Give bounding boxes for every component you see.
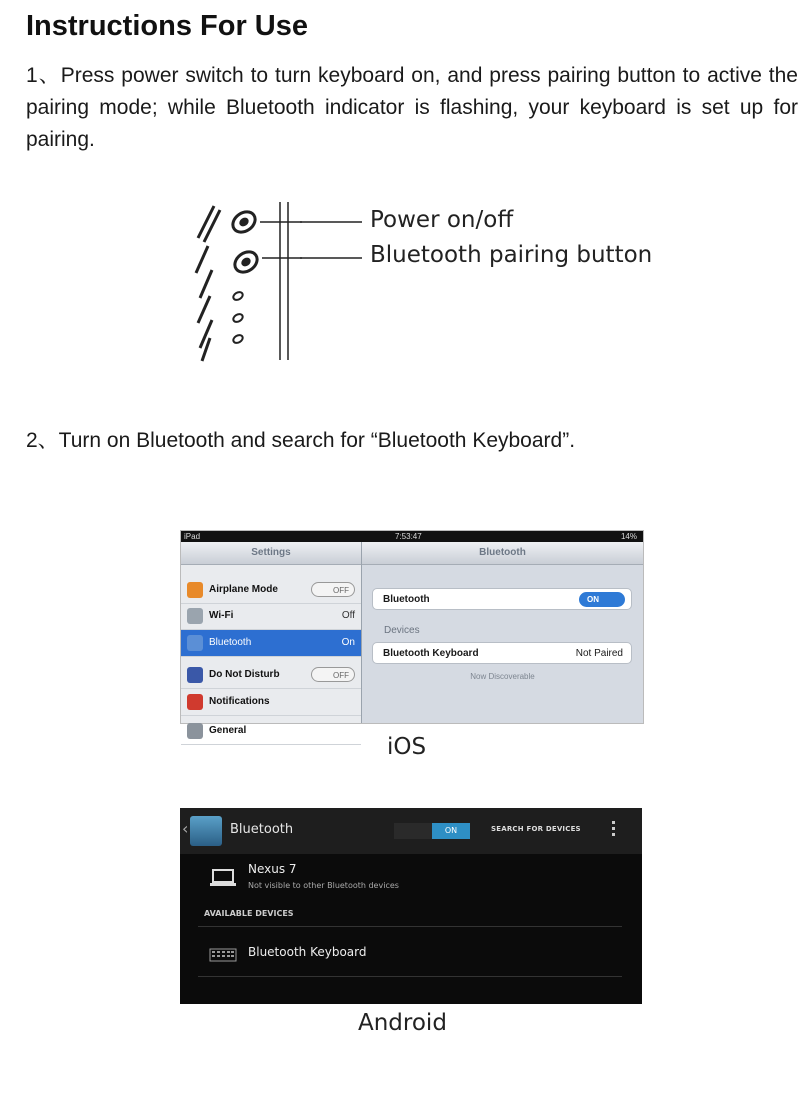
bluetooth-row: Bluetooth ON: [372, 588, 632, 610]
devices-header: Devices: [384, 625, 420, 636]
device-item-bluetooth-keyboard[interactable]: Bluetooth Keyboard: [248, 945, 367, 959]
device-row-bluetooth-keyboard[interactable]: Bluetooth Keyboard Not Paired: [372, 642, 632, 664]
back-icon[interactable]: ‹: [182, 819, 189, 838]
airplane-toggle[interactable]: OFF: [311, 582, 355, 597]
dnd-toggle[interactable]: OFF: [311, 667, 355, 682]
step-2-text: 2、Turn on Bluetooth and search for “Bluetooth Keyboard”.: [26, 429, 576, 452]
laptop-icon: [210, 868, 236, 888]
battery-level: 14%: [620, 532, 637, 541]
sidebar-item-general[interactable]: General: [181, 718, 361, 745]
settings-app-icon: [190, 816, 222, 846]
sidebar-item-airplane-mode[interactable]: Airplane Mode OFF: [181, 577, 361, 604]
bluetooth-icon: [187, 635, 203, 651]
status-bar: [181, 531, 643, 542]
status-time: 7:53:47: [395, 532, 422, 541]
pairing-label: Bluetooth pairing button: [370, 242, 653, 268]
sidebar-item-wifi[interactable]: Wi-Fi Off: [181, 603, 361, 630]
keyboard-icon: [210, 948, 236, 962]
airplane-icon: [187, 582, 203, 598]
search-for-devices-button[interactable]: SEARCH FOR DEVICES: [491, 825, 581, 833]
ios-caption: iOS: [387, 734, 427, 760]
bluetooth-toggle[interactable]: ON: [579, 592, 625, 607]
page-title: Instructions For Use: [26, 10, 308, 42]
bluetooth-panel: [362, 542, 643, 723]
notifications-icon: [187, 694, 203, 710]
android-screenshot: [180, 808, 642, 1004]
pairing-status: Not Paired: [575, 648, 623, 659]
action-bar: [180, 808, 642, 854]
ios-screenshot: [180, 530, 644, 736]
discoverable-note: Now Discoverable: [470, 672, 535, 681]
settings-sidebar: [181, 542, 362, 736]
overflow-menu-icon[interactable]: [612, 821, 616, 841]
step-1-text: 1、Press power switch to turn keyboard on, and press pairing button to active the pairing mode; while Bluetooth indicator is flashing, your keyboard is set up for pairing.: [26, 64, 798, 151]
power-label: Power on/off: [370, 207, 514, 233]
own-device-name: Nexus 7: [248, 862, 297, 876]
power-switch-icon: [229, 208, 259, 237]
pairing-button-icon: [231, 248, 261, 277]
sidebar-item-do-not-disturb[interactable]: Do Not Disturb OFF: [181, 662, 361, 689]
indicator-leds-icon: [232, 290, 244, 344]
divider: [198, 976, 622, 977]
divider: [198, 926, 622, 927]
sidebar-item-bluetooth[interactable]: Bluetooth On: [181, 630, 361, 657]
action-bar-title: Bluetooth: [230, 822, 294, 837]
bluetooth-toggle[interactable]: ON: [394, 823, 470, 839]
settings-title: Settings: [181, 542, 361, 565]
device-name: iPad: [184, 532, 201, 541]
bluetooth-title: Bluetooth: [362, 542, 643, 565]
android-caption: Android: [358, 1010, 447, 1036]
keyboard-side-diagram: [192, 198, 302, 363]
moon-icon: [187, 667, 203, 683]
callout-lines: [300, 218, 370, 264]
gear-icon: [187, 723, 203, 739]
sidebar-item-notifications[interactable]: Notifications: [181, 689, 361, 716]
visibility-status: Not visible to other Bluetooth devices: [248, 881, 399, 890]
available-devices-header: AVAILABLE DEVICES: [204, 909, 294, 918]
wifi-icon: [187, 608, 203, 624]
